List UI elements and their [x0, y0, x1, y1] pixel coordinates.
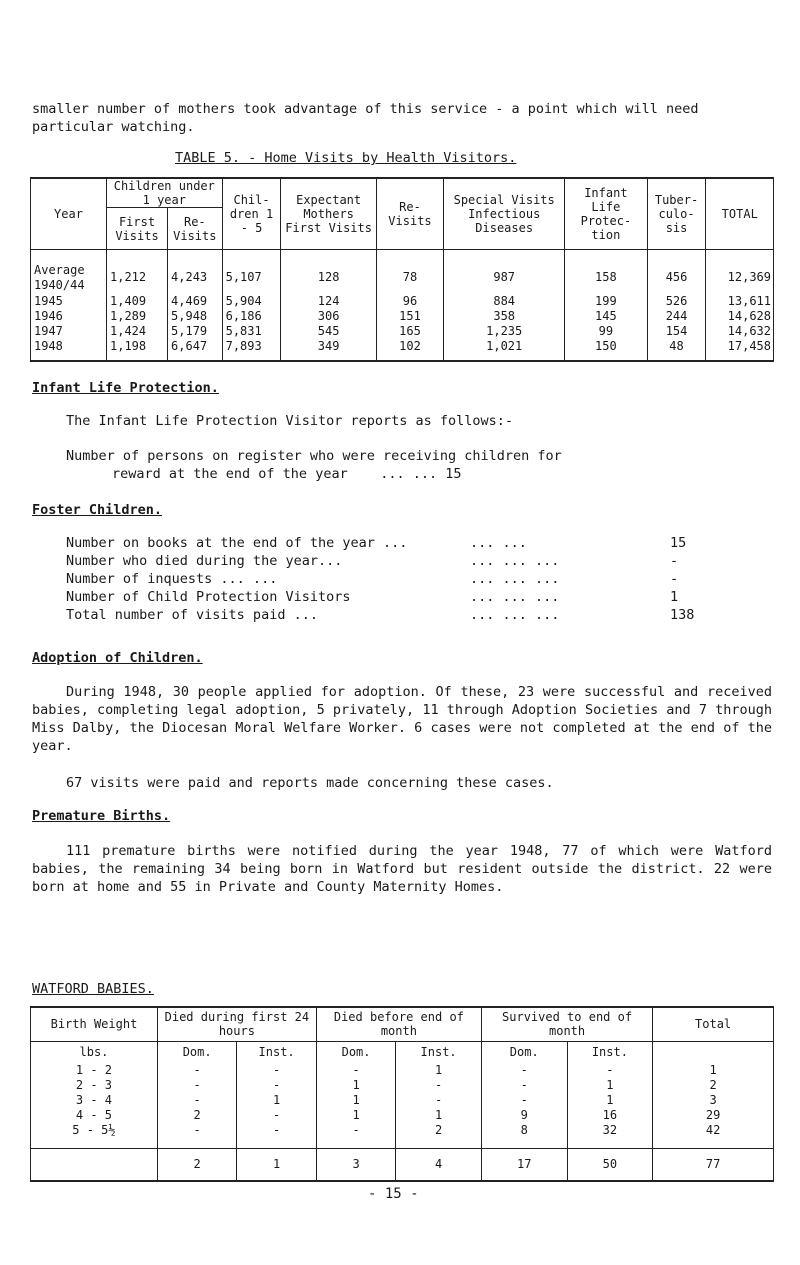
table-row	[31, 1123, 774, 1149]
row-weight: 3 - 4	[31, 1093, 158, 1108]
table5-title: TABLE 5. - Home Visits by Health Visitors.	[175, 150, 517, 166]
row-year: 1946	[31, 309, 107, 324]
row-weight: 2 - 3	[31, 1078, 158, 1093]
table-cell: 244	[647, 309, 706, 324]
table-cell: 6,647	[168, 339, 223, 361]
foster-item-dots: ... ... ...	[470, 571, 560, 587]
total-cell: 77	[653, 1149, 774, 1182]
table-cell: 99	[565, 324, 647, 339]
table-cell: -	[316, 1123, 395, 1149]
sub-inst: Inst.	[396, 1041, 482, 1063]
table-row	[31, 1093, 774, 1108]
table-cell: 1	[396, 1063, 482, 1078]
watford-babies-table	[30, 1006, 774, 1182]
table-cell: -	[157, 1063, 236, 1078]
table-cell: -	[157, 1093, 236, 1108]
table-cell: -	[481, 1093, 567, 1108]
infant-heading: Infant Life Protection.	[32, 380, 219, 396]
table-cell: 456	[647, 250, 706, 294]
total-cell: 4	[396, 1149, 482, 1182]
table-cell: -	[157, 1078, 236, 1093]
table-cell: 5,948	[168, 309, 223, 324]
table-cell: 2	[396, 1123, 482, 1149]
table-cell: 4,469	[168, 294, 223, 309]
table-row	[31, 324, 774, 339]
total-cell: 50	[567, 1149, 653, 1182]
adoption-heading: Adoption of Children.	[32, 650, 203, 666]
table-cell: -	[237, 1078, 316, 1093]
premature-para: 111 premature births were notified during the year 1948, 77 of which were Watford babies, the remaining 34 being born in Watford but resident outside the district. 22 were born at home and 55 in Private and County Maternity Homes.	[32, 843, 772, 895]
col-first-visits: First Visits	[107, 208, 168, 250]
col-survived: Survived to end of month	[481, 1007, 652, 1041]
col-birth-weight: Birth Weight	[31, 1007, 158, 1041]
row-year: Average 1940/44	[31, 250, 107, 294]
table-cell: 42	[653, 1123, 774, 1149]
col-re-visits-children: Re- Visits	[168, 208, 223, 250]
foster-heading: Foster Children.	[32, 502, 163, 518]
table-cell: -	[237, 1108, 316, 1123]
home-visits-table	[30, 177, 774, 362]
table-cell: 884	[444, 294, 565, 309]
table-row	[31, 1063, 774, 1078]
table-cell: 14,632	[706, 324, 774, 339]
foster-item-dots: ... ... ...	[470, 553, 560, 569]
foster-item-value: -	[670, 553, 679, 569]
table-cell: 1,289	[107, 309, 168, 324]
table-cell: 1,198	[107, 339, 168, 361]
totals-row	[31, 1149, 774, 1182]
col-died-24h: Died during first 24 hours	[157, 1007, 316, 1041]
col-children-under-1: Children under 1 year	[107, 178, 223, 208]
table-cell: 12,369	[706, 250, 774, 294]
premature-heading: Premature Births.	[32, 808, 171, 824]
table-cell: 1	[567, 1093, 653, 1108]
sub-dom: Dom.	[481, 1041, 567, 1063]
row-year: 1947	[31, 324, 107, 339]
table-cell: 2	[653, 1078, 774, 1093]
table-cell: 154	[647, 324, 706, 339]
row-year: 1945	[31, 294, 107, 309]
total-cell: 2	[157, 1149, 236, 1182]
table-cell: 78	[376, 250, 443, 294]
foster-item-label: Number of inquests ... ...	[66, 571, 278, 587]
table-cell: 987	[444, 250, 565, 294]
col-total: TOTAL	[706, 178, 774, 250]
foster-item-label: Total number of visits paid ...	[66, 607, 318, 623]
table-cell: 128	[281, 250, 376, 294]
table-cell: 1	[316, 1078, 395, 1093]
table-cell: -	[237, 1123, 316, 1149]
sub-inst: Inst.	[567, 1041, 653, 1063]
table-cell: 1,021	[444, 339, 565, 361]
table-cell: 145	[565, 309, 647, 324]
table-row	[31, 1108, 774, 1123]
table-cell: 14,628	[706, 309, 774, 324]
table-cell: 150	[565, 339, 647, 361]
row-year: 1948	[31, 339, 107, 361]
sub-dom: Dom.	[157, 1041, 236, 1063]
total-cell	[31, 1149, 158, 1182]
table-cell: -	[157, 1123, 236, 1149]
table-row	[31, 294, 774, 309]
table-cell: 2	[157, 1108, 236, 1123]
table-cell: 1	[316, 1093, 395, 1108]
table-cell: 3	[653, 1093, 774, 1108]
table-cell: 151	[376, 309, 443, 324]
table-cell: -	[481, 1078, 567, 1093]
total-cell: 1	[237, 1149, 316, 1182]
table-cell: 1,235	[444, 324, 565, 339]
table-cell: 1,409	[107, 294, 168, 309]
infant-line1: The Infant Life Protection Visitor reports as follows:-	[66, 413, 514, 429]
infant-line2a: Number of persons on register who were receiving children for	[66, 448, 562, 464]
table-row	[31, 250, 774, 294]
table-cell: 1	[567, 1078, 653, 1093]
table-cell: 29	[653, 1108, 774, 1123]
watford-title: WATFORD BABIES.	[32, 981, 154, 997]
table-cell: 306	[281, 309, 376, 324]
page-number: - 15 -	[368, 1186, 419, 1202]
sub-inst: Inst.	[237, 1041, 316, 1063]
col-year: Year	[31, 178, 107, 250]
foster-item-label: Number who died during the year...	[66, 553, 343, 569]
table-cell: -	[481, 1063, 567, 1078]
total-cell: 17	[481, 1149, 567, 1182]
foster-item-value: 15	[670, 535, 687, 551]
table-cell: 48	[647, 339, 706, 361]
table-cell: 5,179	[168, 324, 223, 339]
table-cell: 4,243	[168, 250, 223, 294]
table-cell: 5,904	[222, 294, 281, 309]
col-expectant: Expectant Mothers First Visits	[281, 178, 376, 250]
foster-item-value: 1	[670, 589, 679, 605]
table-cell: 16	[567, 1108, 653, 1123]
table-cell: 358	[444, 309, 565, 324]
table-row	[31, 339, 774, 361]
foster-item-dots: ... ...	[470, 535, 527, 551]
table-cell: 9	[481, 1108, 567, 1123]
col-children-1-5: Chil- dren 1 - 5	[222, 178, 281, 250]
table-cell: 7,893	[222, 339, 281, 361]
col-total: Total	[653, 1007, 774, 1041]
table-cell: 8	[481, 1123, 567, 1149]
table-cell: -	[396, 1078, 482, 1093]
table-cell: -	[567, 1063, 653, 1078]
table-cell: 1,424	[107, 324, 168, 339]
infant-line2b: reward at the end of the year ... ... 15	[112, 466, 462, 482]
row-weight: 1 - 2	[31, 1063, 158, 1078]
table-cell: 1	[653, 1063, 774, 1078]
table-cell: 526	[647, 294, 706, 309]
adoption-para2: 67 visits were paid and reports made concerning these cases.	[66, 775, 554, 791]
col-special: Special Visits Infectious Diseases	[444, 178, 565, 250]
adoption-para1: During 1948, 30 people applied for adoption. Of these, 23 were successful and received babies, completing legal adoption, 5 privately, 11 through Adoption Societies and 7 through Miss Dalby, the Diocesan Moral Welfare Worker. 6 cases were not completed at the end of the year.	[32, 684, 772, 754]
table-cell: 1	[316, 1108, 395, 1123]
foster-item-value: 138	[670, 607, 695, 623]
table-row	[31, 309, 774, 324]
table-cell: 5,831	[222, 324, 281, 339]
table-cell: -	[396, 1093, 482, 1108]
table-cell: 6,186	[222, 309, 281, 324]
col-died-month: Died before end of month	[316, 1007, 481, 1041]
table-cell: 102	[376, 339, 443, 361]
table-row	[31, 1078, 774, 1093]
table-cell: 1	[237, 1093, 316, 1108]
table-cell: 1,212	[107, 250, 168, 294]
table-cell: 5,107	[222, 250, 281, 294]
table-cell: 349	[281, 339, 376, 361]
foster-item-value: -	[670, 571, 679, 587]
foster-item-dots: ... ... ...	[470, 589, 560, 605]
table-cell: -	[237, 1063, 316, 1078]
row-weight: 5 - 5½	[31, 1123, 158, 1149]
foster-item-dots: ... ... ...	[470, 607, 560, 623]
row-weight: 4 - 5	[31, 1108, 158, 1123]
col-infant: Infant Life Protec- tion	[565, 178, 647, 250]
total-cell: 3	[316, 1149, 395, 1182]
table-cell: 13,611	[706, 294, 774, 309]
intro-paragraph: smaller number of mothers took advantage of this service - a point which will need particular watching.	[32, 101, 699, 135]
table-cell: 96	[376, 294, 443, 309]
col-tuberculosis: Tuber- culo- sis	[647, 178, 706, 250]
table-cell: 545	[281, 324, 376, 339]
foster-item-label: Number on books at the end of the year ...	[66, 535, 408, 551]
table-cell: 124	[281, 294, 376, 309]
table-cell: 1	[396, 1108, 482, 1123]
table-cell: 17,458	[706, 339, 774, 361]
table-cell: 158	[565, 250, 647, 294]
col-re-visits: Re- Visits	[376, 178, 443, 250]
unit-label: lbs.	[31, 1041, 158, 1063]
table-cell: 32	[567, 1123, 653, 1149]
sub-dom: Dom.	[316, 1041, 395, 1063]
table-cell: -	[316, 1063, 395, 1078]
foster-item-label: Number of Child Protection Visitors	[66, 589, 351, 605]
table-cell: 199	[565, 294, 647, 309]
table-cell: 165	[376, 324, 443, 339]
